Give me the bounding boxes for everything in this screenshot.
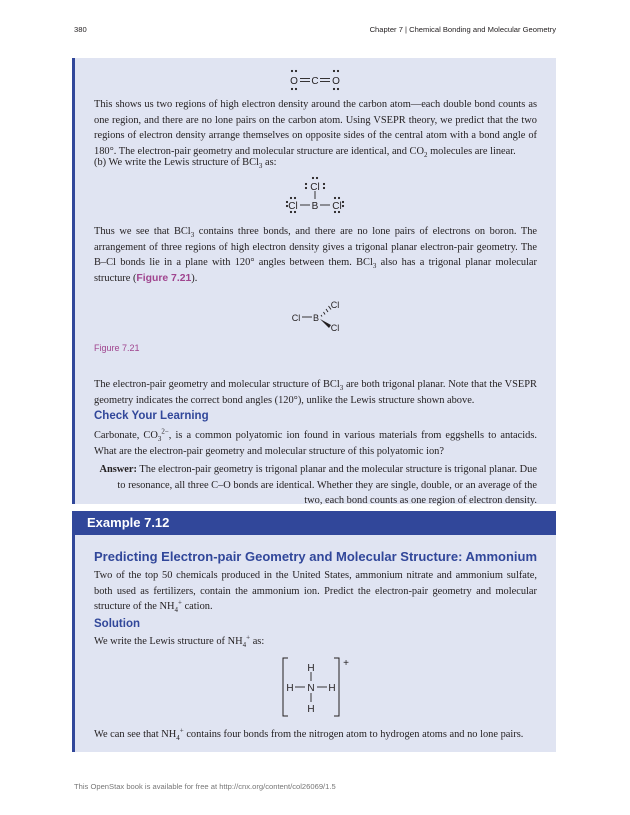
- para-summary: The electron-pair geometry and molecular structure of BCl$_3$ are both trigonal planar. Note that the VSEPR geometry indicates the correct bond angles (120°), unlike the Lewis structure shown above.: [94, 379, 537, 406]
- co2-c: C: [311, 76, 319, 87]
- para-bcl3: Thus we see that BCl$_3$ contains three bonds, and there are no lone pairs of electrons on boron. The arrangement of three regions of high electron density gives a trigonal planar electron-pair geometry. The B–Cl bonds lie in a plane with 120° angles between them. BCl$_3$ also has a trigonal planar molecular structure (Figure 7.21).: [94, 226, 538, 284]
- ammonium-formula: $NH_4^+$: [161, 726, 184, 743]
- carbonate-formula: $CO_3^{2-}$: [143, 427, 169, 444]
- bcl3-lewis-structure: [282, 175, 348, 219]
- para-co2: This shows us two regions of high electron density around the carbon atom—each double bond counts as one region, and there are no lone pairs on the carbon atom. Using VSEPR theory, we predict that the two regions of electron density arrange themselves on opposite sides of the central atom with a bond angle of 180°. The electron-pair geometry and molecular structure are identical, and $CO_2$ molecules are linear.: [94, 99, 537, 159]
- example-intro: Two of the top 50 chemicals produced in the United States, ammonium nitrate and ammonium sulfate, both used as fertilizers, contain the ammonium ion. Predict the electron-pair geometry and molecular structure of the $NH_4^+$ cation.: [94, 570, 537, 615]
- bcl3-b: B: [311, 201, 319, 212]
- figure-label: Figure 7.21: [94, 343, 140, 353]
- co2-o-left: O: [290, 76, 298, 87]
- nh4-charge: +: [343, 658, 349, 669]
- co2-lewis-structure: [280, 66, 350, 94]
- co2-o-right: O: [332, 76, 340, 87]
- bcl3-3d-cl-left: Cl: [291, 313, 301, 323]
- example-subtitle: Predicting Electron-pair Geometry and Molecular Structure: Ammonium: [94, 549, 538, 564]
- bcl3-3d-cl-lower: Cl: [330, 323, 340, 333]
- solution-text: We write the Lewis structure of $NH_4^+$ as:: [94, 633, 265, 650]
- chapter-title: Chapter 7 | Chemical Bonding and Molecular Geometry: [369, 25, 556, 34]
- check-question: Carbonate, $CO_3^{2-}$, is a common polyatomic ion found in various materials from eggshells to antacids. What are the electron-pair geometry and molecular structure of this polyatomic ion?: [94, 427, 537, 457]
- ammonium-formula: $NH_4^+$: [159, 598, 182, 615]
- answer-label: Answer:: [99, 464, 137, 475]
- check-your-learning-heading: Check Your Learning: [94, 410, 209, 422]
- nh4-h-right: H: [328, 683, 336, 694]
- page-number: 380: [74, 25, 87, 34]
- nh4-n: N: [307, 683, 315, 694]
- ammonium-formula: $NH_4^+$: [227, 633, 251, 650]
- bcl3-cl-left: Cl: [288, 201, 298, 212]
- bcl3-cl-top: Cl: [310, 182, 320, 193]
- page-footer: This OpenStax book is available for free at http://cnx.org/content/col26069/1.5: [74, 782, 336, 791]
- bcl3-3d-structure: [288, 297, 348, 337]
- nh4-h-bottom: H: [307, 704, 315, 715]
- nh4-h-left: H: [286, 683, 294, 694]
- bcl3-cl-right: Cl: [332, 201, 342, 212]
- solution-heading: Solution: [94, 618, 140, 630]
- page-header: [74, 24, 556, 38]
- nh4-h-top: H: [307, 663, 315, 674]
- final-text: We can see that $NH_4^+$ contains four bonds from the nitrogen atom to hydrogen atoms and no lone pairs.: [94, 726, 524, 743]
- part-b: (b) We write the Lewis structure of BCl$_3$ as:: [94, 157, 277, 171]
- bcl3-3d-b: B: [312, 313, 320, 323]
- answer: Answer: The electron-pair geometry is trigonal planar and the molecular structure is trigonal planar. Due to resonance, all three C–O bonds are identical. Whether they are single, double, or an average of the two, each bond counts as one region of electron density.: [99, 464, 537, 507]
- figure-7-21-link[interactable]: Figure 7.21: [136, 272, 192, 284]
- bcl3-3d-cl-upper: Cl: [330, 300, 340, 310]
- example-header: Example 7.12: [72, 511, 556, 535]
- nh4-lewis-structure: [280, 654, 354, 720]
